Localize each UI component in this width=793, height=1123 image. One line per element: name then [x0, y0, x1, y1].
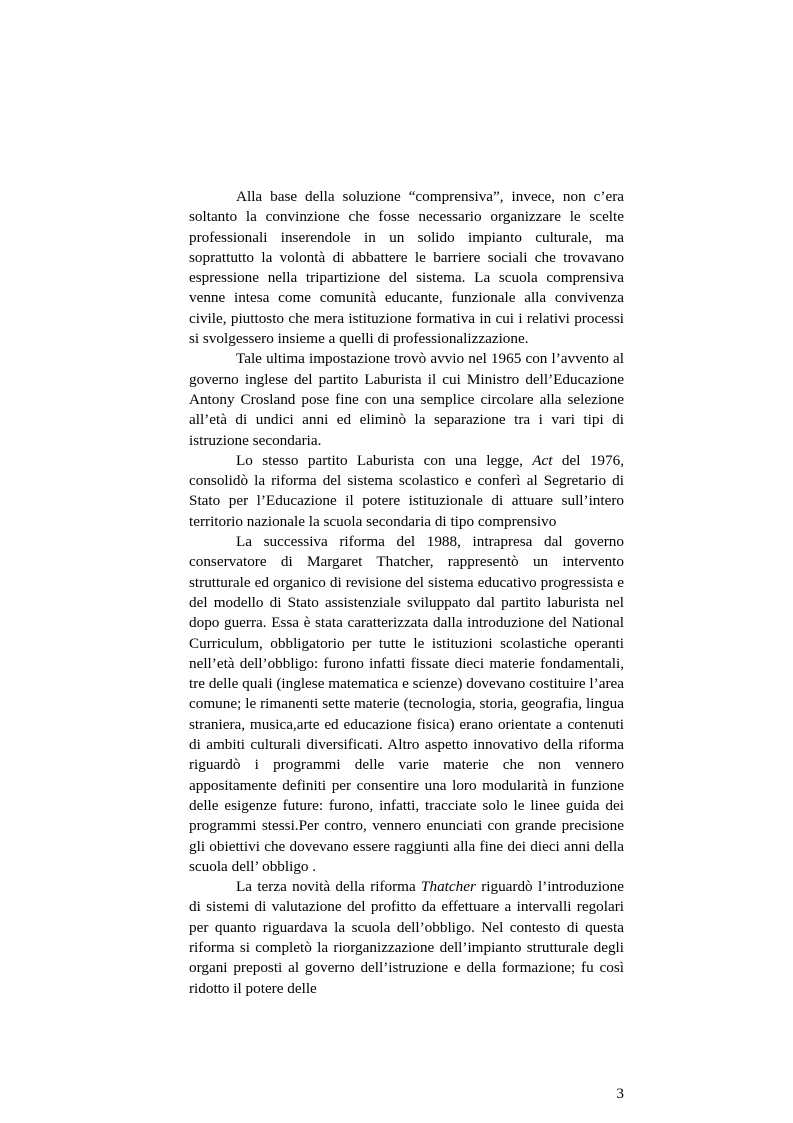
paragraph-reform-1988: La successiva riforma del 1988, intrapresa dal governo conservatore di Margaret Thatcher, rappresentò un intervento strutturale ed organico di revisione del sistema educativo progressista e del modello di Stato assistenziale sviluppato dal partito laburista nel dopo guerra. Essa è stata caratterizzata dalla introduzione del National Curriculum, obbligatorio per tutte le istituzioni scolastiche operanti nell’età dell’obbligo: furono infatti fissate dieci materie fondamentali, tre delle quali (inglese matematica e scienze) dovevano costituire l’area comune; le rimanenti sette materie (tecnologia, storia, geografia, lingua straniera, musica,arte ed educazione fisica) erano orientate a contenuti di ambiti culturali diversificati. Altro aspetto innovativo della riforma riguardò i programmi delle varie materie che non vennero appositamente definiti per consentire una loro modularità in funzione delle esigenze future: furono, infatti, tracciate solo le linee guida dei programmi stessi.Per contro, vennero enunciati con grande precisione gli obiettivi che dovevano essere raggiunti alla fine dei dieci anni della scuola dell’ obbligo .	[189, 533, 624, 875]
paragraph-comprehensive-school: Alla base della soluzione “comprensiva”, invece, non c’era soltanto la convinzione che fosse necessario organizzare le scelte professionali inserendole in un solido impianto culturale, ma soprattutto la volontà di abbattere le barriere sociali che trovavano espressione nella tripartizione del sistema. La scuola comprensiva venne intesa come comunità educante, funzionale alla convivenza civile, piuttosto che mera istituzione formativa in cui i relativi processi si svolgessero insieme a quelli di professionalizzazione.	[189, 188, 624, 348]
paragraph-act-1976	[189, 451, 624, 532]
act-italic: Act	[532, 451, 553, 469]
page-body	[189, 187, 624, 999]
thatcher-italic: Thatcher	[421, 878, 476, 896]
paragraph-labour-1965: Tale ultima impostazione trovò avvio nel 1965 con l’avvento al governo inglese del partito Laburista il cui Ministro dell’Educazione Antony Crosland pose fine con una semplice circolare alla selezione all’età di undici anni ed eliminò la separazione tra i vari tipi di istruzione secondaria.	[189, 350, 624, 449]
paragraph-text-after: riguardò l’introduzione di sistemi di valutazione del profitto da effettuare a intervalli regolari per quanto riguardava la scuola dell’obbligo. Nel contesto di questa riforma si completò la riorganizzazione dell’impianto strutturale degli organi preposti al governo dell’istruzione e della formazione; fu così ridotto il potere delle	[189, 878, 624, 997]
paragraph-text-before: Lo stesso partito Laburista con una legge,	[236, 451, 533, 469]
page-number: 3	[616, 1085, 624, 1102]
paragraph-text-after: del 1976, consolidò la riforma del sistema scolastico e conferì al Segretario di Stato per l’Educazione il potere istituzionale di attuare sull’intero territorio nazionale la scuola secondaria di tipo comprensivo	[189, 451, 624, 530]
paragraph-text-before: La terza novità della riforma	[236, 878, 422, 896]
paragraph-thatcher-third	[189, 877, 624, 999]
